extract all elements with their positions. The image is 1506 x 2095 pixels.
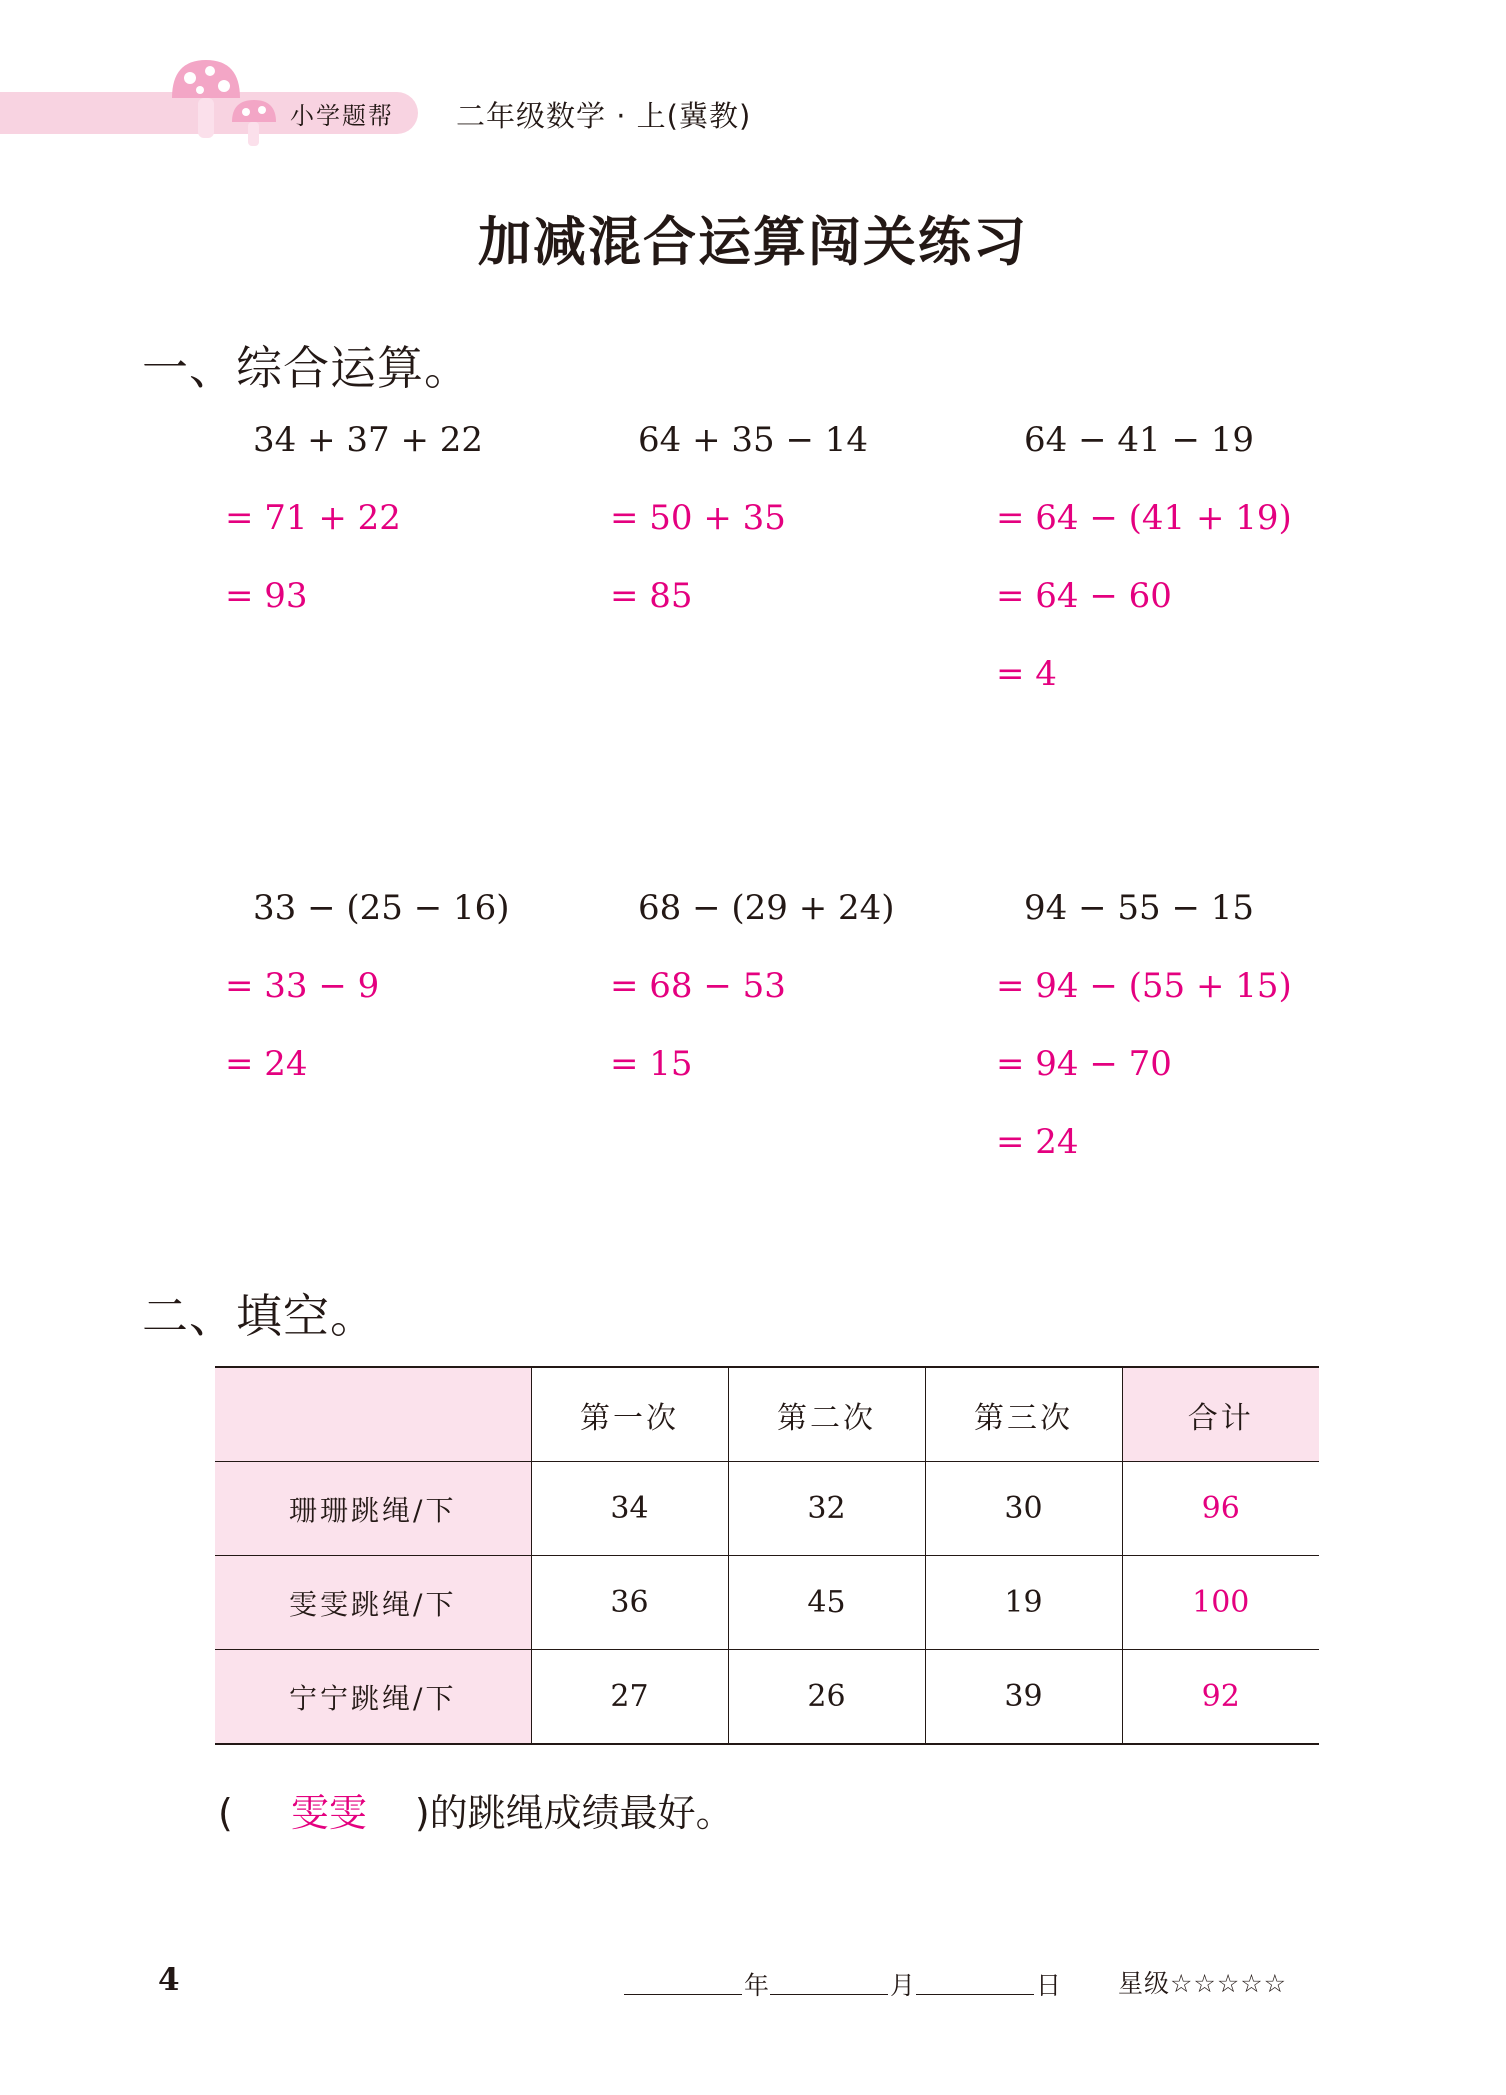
solution-step: = 64 − 60 — [996, 576, 1172, 616]
row-label: 雯雯跳绳/下 — [215, 1556, 531, 1650]
problem-expression: 64 + 35 − 14 — [638, 420, 868, 460]
section-heading-1: 一、综合运算。 — [142, 341, 471, 395]
table-cell: 39 — [925, 1650, 1122, 1745]
solution-step: = 24 — [996, 1122, 1079, 1162]
total-cell: 92 — [1122, 1650, 1319, 1745]
solution-step: = 24 — [225, 1044, 308, 1084]
table-row — [215, 1556, 1319, 1650]
page-title: 加减混合运算闯关练习 — [478, 212, 1028, 273]
problem-expression: 68 − (29 + 24) — [638, 888, 895, 928]
row-label: 珊珊跳绳/下 — [215, 1462, 531, 1556]
year-label: 年 — [744, 1971, 770, 2000]
row-label: 宁宁跳绳/下 — [215, 1650, 531, 1745]
solution-step: = 15 — [610, 1044, 693, 1084]
solution-step: = 64 − (41 + 19) — [996, 498, 1292, 538]
section-heading-2: 二、填空。 — [142, 1289, 377, 1343]
solution-step: = 94 − 70 — [996, 1044, 1172, 1084]
table-header-row — [215, 1367, 1319, 1462]
table-cell: 26 — [728, 1650, 925, 1745]
day-blank — [916, 1994, 1034, 1995]
solution-step: = 33 − 9 — [225, 966, 380, 1006]
month-label: 月 — [890, 1971, 916, 2000]
table-row — [215, 1462, 1319, 1556]
table-cell: 34 — [531, 1462, 728, 1556]
open-paren: ( — [218, 1791, 233, 1835]
mushroom-logo-icon — [158, 52, 288, 152]
table-header-cell: 第一次 — [531, 1367, 728, 1462]
book-title: 二年级数学 · 上(冀教) — [456, 99, 752, 133]
table-cell: 32 — [728, 1462, 925, 1556]
problem-expression: 34 + 37 + 22 — [253, 420, 483, 460]
table-header-cell: 第三次 — [925, 1367, 1122, 1462]
table-header-cell: 第二次 — [728, 1367, 925, 1462]
sentence-rest: )的跳绳成绩最好。 — [414, 1791, 734, 1835]
answer-sentence — [218, 1782, 734, 1837]
brand-name: 小学题帮 — [290, 102, 394, 130]
solution-step: = 94 − (55 + 15) — [996, 966, 1292, 1006]
table-row — [215, 1650, 1319, 1745]
month-blank — [770, 1994, 888, 1995]
solution-step: = 68 − 53 — [610, 966, 786, 1006]
problem-expression: 94 − 55 − 15 — [1024, 888, 1254, 928]
solution-step: = 4 — [996, 654, 1057, 694]
day-label: 日 — [1036, 1971, 1062, 2000]
answer-name: 雯雯 — [290, 1791, 367, 1835]
total-cell: 96 — [1122, 1462, 1319, 1556]
table-header-cell: 合计 — [1122, 1367, 1319, 1462]
solution-step: = 50 + 35 — [610, 498, 786, 538]
score-table — [215, 1366, 1319, 1745]
solution-step: = 85 — [610, 576, 693, 616]
total-cell: 100 — [1122, 1556, 1319, 1650]
page-number: 4 — [158, 1962, 180, 1998]
table-cell: 36 — [531, 1556, 728, 1650]
table-header-cell — [215, 1367, 531, 1462]
year-blank — [624, 1994, 742, 1995]
problem-expression: 33 − (25 − 16) — [253, 888, 510, 928]
solution-step: = 71 + 22 — [225, 498, 401, 538]
table-cell: 19 — [925, 1556, 1122, 1650]
table-cell: 30 — [925, 1462, 1122, 1556]
table-cell: 45 — [728, 1556, 925, 1650]
problem-expression: 64 − 41 − 19 — [1024, 420, 1254, 460]
solution-step: = 93 — [225, 576, 308, 616]
star-rating: 星级☆☆☆☆☆ — [1118, 1969, 1288, 1998]
table-cell: 27 — [531, 1650, 728, 1745]
